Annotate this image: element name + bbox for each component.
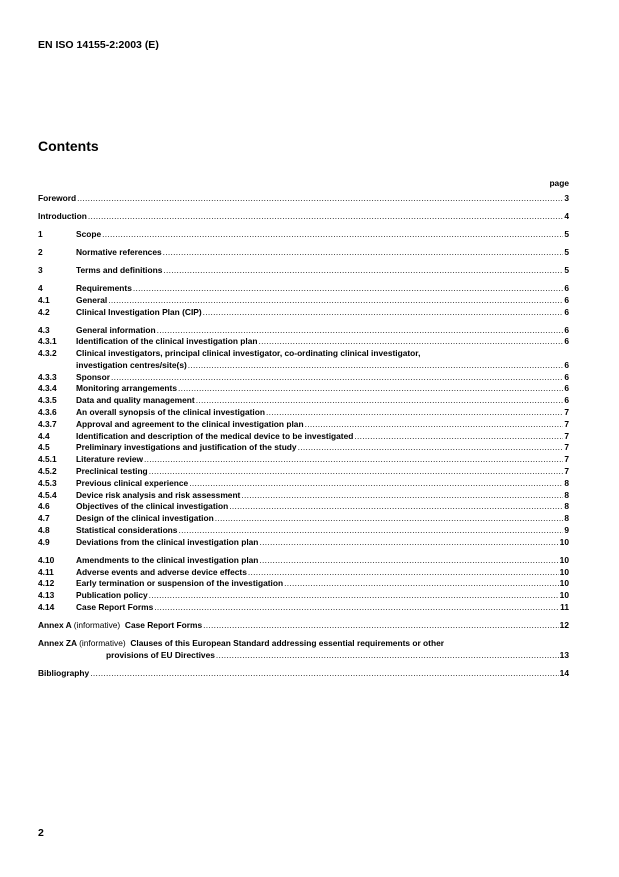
toc-entry-text: An overall synopsis of the clinical investigation (76, 407, 265, 418)
toc-page-number: 9 (564, 525, 569, 536)
dot-leader (163, 265, 563, 277)
toc-page-number: 3 (564, 193, 569, 203)
toc-page-number: 14 (559, 667, 569, 678)
annex-label: Annex ZA (38, 637, 77, 648)
toc-entry-number: 4.13 (38, 590, 55, 601)
toc-entry[interactable] (38, 442, 569, 454)
toc-page-number: 7 (564, 466, 569, 477)
toc-entry-number: 4.9 (38, 536, 50, 547)
toc-entry[interactable] (38, 668, 569, 680)
toc-page-number: 10 (559, 590, 569, 601)
dot-leader (215, 513, 564, 525)
dot-leader (189, 478, 563, 490)
toc-entry[interactable] (38, 372, 569, 384)
toc-entry-number: 4.10 (38, 554, 55, 565)
toc-entry-number: 4.3.3 (38, 371, 57, 382)
toc-entry[interactable] (38, 431, 569, 443)
toc-entry-number: 4.7 (38, 513, 50, 524)
toc-entry-text: Preliminary investigations and justification of the study (76, 442, 297, 453)
toc-page-number: 7 (564, 430, 569, 441)
toc-entry-text: Bibliography (38, 667, 90, 678)
toc-entry[interactable] (38, 295, 569, 307)
toc-entry-number: 4.3.6 (38, 407, 57, 418)
toc-page-number: 7 (564, 407, 569, 418)
toc-entry[interactable] (38, 407, 569, 419)
toc-page-number: 10 (559, 554, 569, 565)
toc-entry-text: Sponsor (76, 371, 110, 382)
toc-page-number: 11 (560, 602, 569, 613)
toc-page-number: 7 (564, 418, 569, 429)
toc-entry[interactable] (38, 283, 569, 295)
dot-leader (259, 555, 558, 567)
toc-entry[interactable] (38, 490, 569, 502)
dot-leader (229, 501, 563, 513)
toc-entry-number: 4.5 (38, 442, 50, 453)
toc-entry-number: 4.3.5 (38, 395, 57, 406)
toc-entry-text: Identification and description of the medical device to be investigated (76, 430, 354, 441)
dot-leader (258, 336, 563, 348)
toc-entry[interactable] (38, 567, 569, 579)
toc-entry-continuation: provisions of EU Directives (106, 649, 215, 660)
toc-entry-text: Terms and definitions (76, 264, 163, 275)
toc-entry[interactable] (38, 229, 569, 241)
dot-leader (178, 525, 563, 537)
dot-leader (203, 620, 559, 632)
dot-leader (216, 650, 559, 662)
toc-entry-text: Device risk analysis and risk assessment (76, 489, 241, 500)
toc-page-number: 7 (564, 442, 569, 453)
dot-leader (90, 668, 558, 680)
toc-page-number: 6 (564, 371, 569, 382)
dot-leader (259, 537, 558, 549)
toc-page-number: 8 (564, 501, 569, 512)
dot-leader (178, 383, 563, 395)
toc-page-number: 5 (564, 246, 569, 257)
toc-page-number: 6 (564, 395, 569, 406)
annex-note: (informative) (73, 620, 121, 630)
toc-entry-title (38, 638, 444, 650)
dot-leader (108, 295, 563, 307)
toc-entry-number: 1 (38, 228, 43, 239)
toc-entry-number: 4.5.4 (38, 489, 57, 500)
dot-leader (354, 431, 563, 443)
toc-entry[interactable] (38, 466, 569, 478)
toc-entry-text: Introduction (38, 210, 87, 221)
toc-entry[interactable] (38, 638, 569, 662)
toc-entry-number: 4.3.2 (38, 348, 57, 359)
toc-entry-text: Adverse events and adverse device effects (76, 566, 247, 577)
toc-entry-number: 4.12 (38, 578, 55, 589)
toc-entry-continuation: investigation centres/site(s) (76, 359, 187, 370)
toc-page-number: 10 (559, 578, 569, 589)
toc-page-number: 5 (564, 228, 569, 239)
toc-page-number: 6 (564, 359, 569, 370)
toc-entry-number: 4.5.2 (38, 466, 57, 477)
annex-label: Annex A (38, 620, 72, 630)
toc-entry-number: 4 (38, 282, 43, 293)
dot-leader (248, 567, 559, 579)
toc-page-number: 10 (559, 566, 569, 577)
dot-leader (305, 419, 564, 431)
toc-page-number: 8 (564, 489, 569, 500)
toc-entry[interactable] (38, 555, 569, 567)
dot-leader (111, 372, 563, 384)
toc-entry-number: 4.14 (38, 602, 55, 613)
toc-entry-number: 4.11 (38, 566, 54, 577)
dot-leader (133, 283, 563, 295)
toc-entry[interactable] (38, 602, 569, 614)
toc-entry-text: Design of the clinical investigation (76, 513, 214, 524)
dot-leader (266, 407, 563, 419)
dot-leader (188, 360, 564, 372)
toc-entry-text: Objectives of the clinical investigation (76, 501, 229, 512)
page-column-label: page (549, 178, 569, 188)
table-of-contents (38, 193, 569, 680)
toc-entry-text: Clinical investigators, principal clinical investigator, co-ordinating clinical investigator, (76, 348, 421, 359)
toc-entry-text: Statistical considerations (76, 525, 178, 536)
dot-leader (203, 307, 564, 319)
toc-entry-number: 4.8 (38, 525, 50, 536)
toc-entry-text: Deviations from the clinical investigation plan (76, 536, 259, 547)
toc-entry-number: 4.2 (38, 306, 50, 317)
toc-page-number: 8 (564, 513, 569, 524)
toc-entry-text: Publication policy (76, 590, 148, 601)
toc-entry-text: Normative references (76, 246, 162, 257)
toc-entry[interactable] (38, 395, 569, 407)
dot-leader (102, 229, 563, 241)
page-title: Contents (38, 138, 99, 154)
dot-leader (149, 466, 564, 478)
toc-entry[interactable] (38, 348, 569, 372)
toc-entry-text: Case Report Forms (124, 620, 203, 630)
toc-entry-text: Clinical Investigation Plan (CIP) (76, 306, 202, 317)
toc-entry[interactable] (38, 193, 569, 205)
dot-leader (88, 211, 563, 223)
toc-page-number: 6 (564, 282, 569, 293)
toc-page-number: 12 (559, 620, 569, 630)
toc-entry-text: Approval and agreement to the clinical investigation plan (76, 418, 304, 429)
toc-entry[interactable] (38, 419, 569, 431)
toc-entry[interactable] (38, 325, 569, 337)
toc-entry-number: 3 (38, 264, 43, 275)
toc-entry[interactable] (38, 525, 569, 537)
dot-leader (154, 602, 559, 614)
toc-entry-text: Clauses of this European Standard addressing essential requirements or other (130, 637, 444, 648)
dot-leader (144, 454, 563, 466)
toc-entry-number: 4.3.1 (38, 336, 57, 347)
toc-entry[interactable] (38, 620, 569, 632)
toc-page-number: 6 (564, 336, 569, 347)
toc-entry-text: Previous clinical experience (76, 477, 189, 488)
dot-leader (241, 490, 563, 502)
toc-page-number: 6 (564, 383, 569, 394)
document-header: EN ISO 14155-2:2003 (E) (38, 39, 159, 51)
toc-entry-text: Literature review (76, 454, 144, 465)
toc-entry-number: 4.5.1 (38, 454, 57, 465)
toc-page-number: 6 (564, 306, 569, 317)
toc-page-number: 4 (564, 210, 569, 221)
toc-entry-text: Monitoring arrangements (76, 383, 177, 394)
toc-entry-number: 4.3.4 (38, 383, 57, 394)
toc-entry-number: 4.5.3 (38, 477, 57, 488)
annex-note: (informative) (79, 637, 126, 648)
dot-leader (77, 193, 563, 205)
toc-entry-text: General (76, 294, 108, 305)
dot-leader (163, 247, 564, 259)
dot-leader (298, 442, 564, 454)
toc-entry-text: Foreword (38, 193, 77, 203)
toc-entry-number: 4.3 (38, 324, 50, 335)
toc-page-number: 5 (564, 264, 569, 275)
toc-entry[interactable] (38, 336, 569, 348)
toc-entry[interactable] (38, 501, 569, 513)
toc-entry-number: 4.4 (38, 430, 50, 441)
toc-page-number: 6 (564, 294, 569, 305)
toc-entry-text: Amendments to the clinical investigation plan (76, 554, 259, 565)
toc-entry-text: Early termination or suspension of the investigation (76, 578, 284, 589)
toc-entry[interactable] (38, 383, 569, 395)
dot-leader (157, 325, 564, 337)
toc-entry-text: Data and quality management (76, 395, 195, 406)
toc-page-number: 8 (564, 477, 569, 488)
toc-entry-text: Scope (76, 228, 102, 239)
dot-leader (284, 578, 559, 590)
toc-entry-text: Preclinical testing (76, 466, 148, 477)
toc-page-number: 7 (564, 454, 569, 465)
toc-entry[interactable] (38, 247, 569, 259)
toc-entry[interactable] (38, 265, 569, 277)
toc-entry-text: General information (76, 324, 156, 335)
toc-entry-number: 2 (38, 246, 43, 257)
toc-entry-number: 4.6 (38, 501, 50, 512)
dot-leader (196, 395, 564, 407)
footer-page-number: 2 (38, 827, 44, 839)
toc-entry[interactable] (38, 513, 569, 525)
toc-page-number: 13 (559, 649, 569, 660)
toc-entry-number: 4.1 (38, 294, 50, 305)
toc-entry[interactable] (38, 590, 569, 602)
toc-entry[interactable] (38, 211, 569, 223)
toc-entry-number: 4.3.7 (38, 418, 57, 429)
toc-entry-text: Case Report Forms (76, 602, 154, 613)
toc-page-number: 6 (564, 324, 569, 335)
dot-leader (149, 590, 559, 602)
toc-page-number: 10 (559, 536, 569, 547)
toc-entry[interactable] (38, 537, 569, 549)
toc-entry-text: Requirements (76, 282, 132, 293)
toc-entry[interactable] (38, 478, 569, 490)
toc-entry-text: Identification of the clinical investigation plan (76, 336, 258, 347)
toc-entry[interactable] (38, 454, 569, 466)
toc-entry-title (38, 620, 202, 632)
toc-entry[interactable] (38, 307, 569, 319)
toc-entry[interactable] (38, 578, 569, 590)
